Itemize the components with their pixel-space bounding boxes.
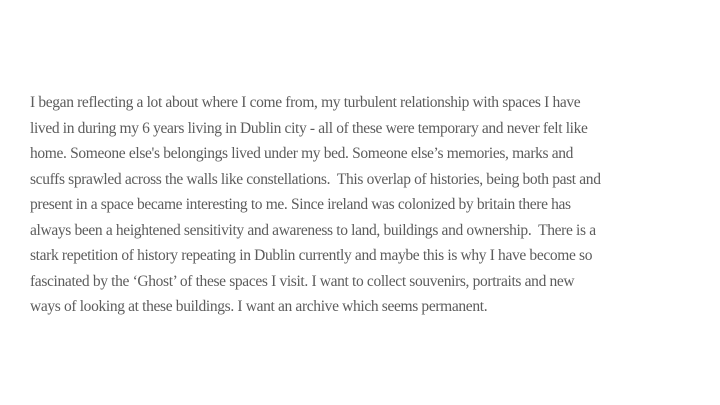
paragraph-line: present in a space became interesting to me. Since ireland was colonized by britain there has <box>30 196 571 213</box>
paragraph-line: lived in during my 6 years living in Dublin city - all of these were temporary and never felt like <box>30 119 588 137</box>
paragraph-line: always been a heightened sensitivity and awareness to land, buildings and ownership. There is a <box>30 221 596 239</box>
paragraph-line: home. Someone else's belongings lived under my bed. Someone else’s memories, marks and <box>30 145 574 162</box>
paragraph-line: scuffs sprawled across the walls like constellations. This overlap of histories, being both past and <box>30 170 601 188</box>
paragraph-line: fascinated by the ‘Ghost’ of these spaces I visit. I want to collect souvenirs, portraits and new <box>30 272 575 290</box>
paragraph-line: stark repetition of history repeating in Dublin currently and maybe this is why I have become so <box>30 247 593 264</box>
paragraph-line: ways of looking at these buildings. I want an archive which seems permanent. <box>30 298 488 315</box>
body-paragraph <box>30 90 702 320</box>
paragraph-line: I began reflecting a lot about where I come from, my turbulent relationship with spaces I have <box>30 94 581 111</box>
